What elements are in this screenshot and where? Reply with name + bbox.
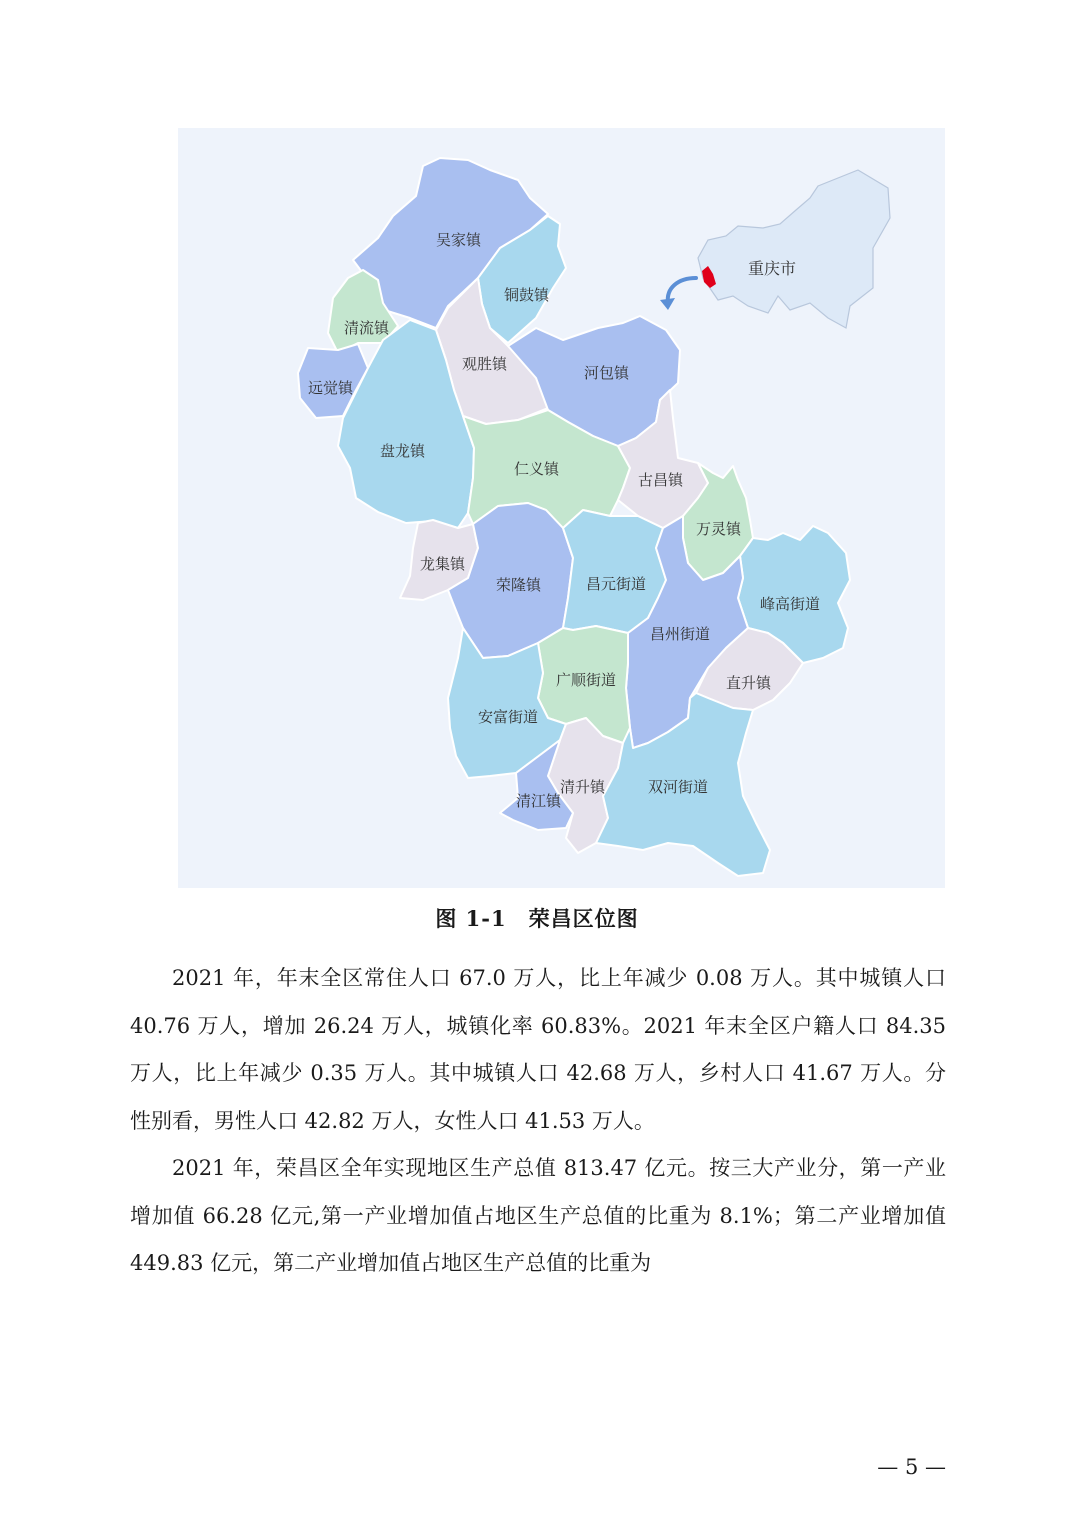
label-shuanghe: 双河街道 — [648, 778, 709, 796]
label-anfu: 安富街道 — [478, 708, 539, 726]
district-map-svg — [178, 128, 945, 888]
label-qingsheng: 清升镇 — [560, 778, 606, 796]
figure-caption: 图 1-1 荣昌区位图 — [435, 906, 639, 931]
page-number: — 5 — — [877, 1455, 946, 1479]
pointer-arrowhead-icon — [660, 298, 675, 310]
label-qingjiang: 清江镇 — [516, 792, 562, 810]
label-qingliu: 清流镇 — [344, 319, 390, 337]
label-guangshun: 广顺街道 — [556, 671, 617, 689]
label-renyi: 仁义镇 — [514, 460, 560, 478]
label-guchang: 古昌镇 — [638, 471, 684, 489]
label-hebao: 河包镇 — [584, 364, 630, 382]
label-zhisheng: 直升镇 — [726, 674, 772, 692]
label-longji: 龙集镇 — [420, 555, 466, 573]
label-panlong: 盘龙镇 — [380, 442, 426, 460]
label-guansheng: 观胜镇 — [462, 355, 508, 373]
paragraph-gdp: 2021 年，荣昌区全年实现地区生产总值 813.47 亿元。按三大产业分，第一产业增加值 66.28 亿元,第一产业增加值占地区生产总值的比重为 8.1%；第二产业增加值 449.83 亿元，第二产业增加值占地区生产总值的比重为 — [130, 1156, 946, 1275]
label-ronglong: 荣隆镇 — [496, 576, 542, 594]
chongqing-inset — [660, 170, 890, 328]
label-fenggao: 峰高街道 — [760, 595, 821, 613]
label-wanling: 万灵镇 — [696, 520, 742, 538]
label-changyuan: 昌元街道 — [586, 575, 647, 593]
label-tonggu: 铜鼓镇 — [504, 286, 550, 304]
label-wujia: 吴家镇 — [436, 231, 482, 249]
chongqing-label: 重庆市 — [748, 259, 797, 278]
label-changzhou: 昌州街道 — [650, 625, 711, 643]
location-map — [178, 128, 945, 888]
chongqing-outline — [698, 170, 890, 328]
label-yuanjue: 远觉镇 — [308, 379, 354, 397]
paragraph-population: 2021 年，年末全区常住人口 67.0 万人，比上年减少 0.08 万人。其中城镇人口 40.76 万人，增加 26.24 万人，城镇化率 60.83%。2021 年末全区户籍人口 84.35 万人，比上年减少 0.35 万人。其中城镇人口 42.68 万人，乡村人口 41.67 万人。分性别看，男性人口 42.82 万人，女性人口 41.53 万人。 — [130, 966, 947, 1133]
